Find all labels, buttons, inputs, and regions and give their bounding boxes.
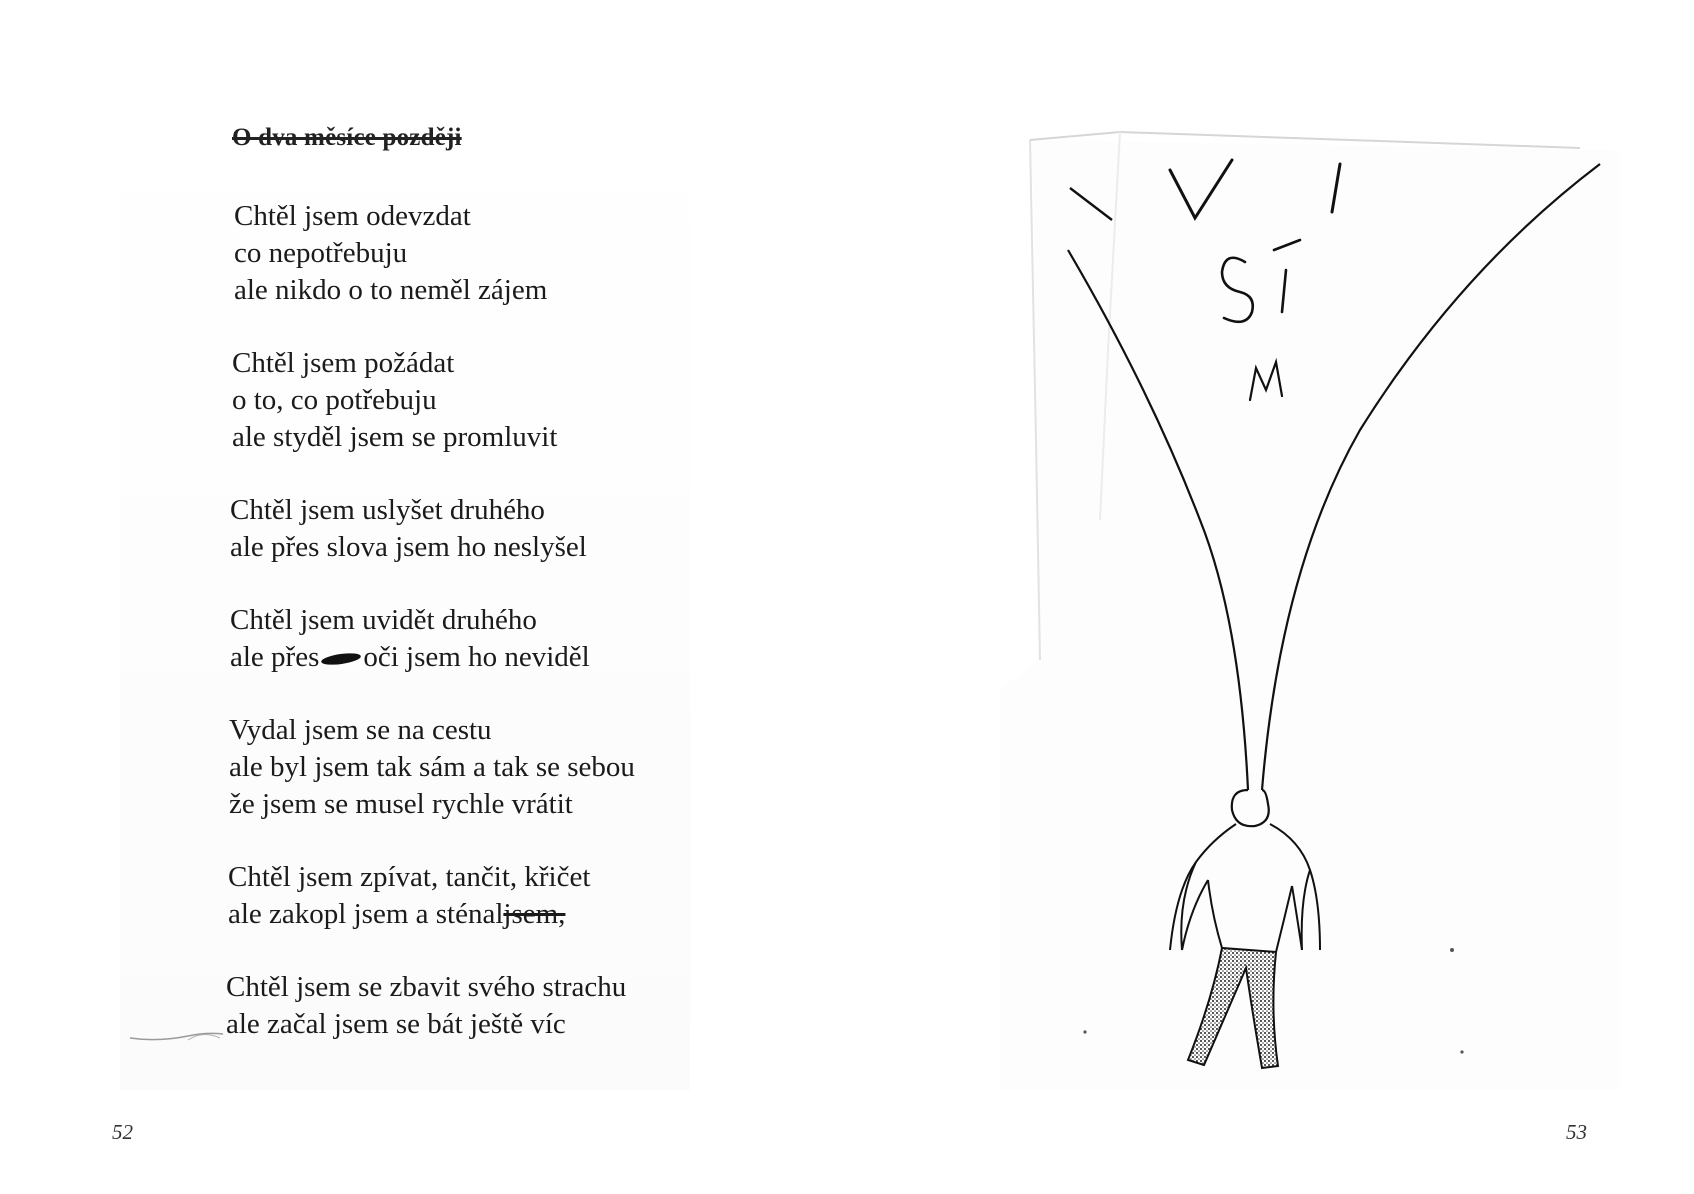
poem-line: o to, co potřebuju	[232, 384, 437, 416]
poem-line: ale nikdo o to neměl zájem	[234, 274, 548, 306]
page-number-left: 52	[112, 1120, 133, 1144]
poem-line: Chtěl jsem odevzdat	[234, 200, 471, 232]
poem-body	[226, 198, 635, 1079]
stanza-1	[234, 198, 635, 309]
stanza-3	[230, 492, 635, 566]
speck	[1450, 948, 1454, 952]
stanza-7	[226, 969, 635, 1043]
speck	[1460, 1050, 1463, 1053]
poem-line-part: ale zakopl jsem a sténal	[228, 898, 504, 930]
poem-line: Chtěl jsem uvidět druhého	[230, 604, 537, 636]
poem-line: Vydal jsem se na cestu	[229, 714, 492, 746]
stanza-4	[230, 602, 635, 676]
poem-line: Chtěl jsem uslyšet druhého	[230, 494, 545, 526]
poem-line	[230, 639, 635, 676]
stanza-6	[228, 859, 635, 933]
poem-line-part: ale přes	[230, 641, 320, 673]
hanging-figure-drawing	[1000, 100, 1620, 1090]
stanza-5	[229, 712, 635, 823]
poem-line: ale byl jsem tak sám a tak se sebou	[229, 751, 635, 783]
poem-line: že jsem se musel rychle vrátit	[229, 788, 573, 820]
page-number-right: 53	[1566, 1120, 1587, 1144]
poem-line: Chtěl jsem se zbavit svého strachu	[226, 971, 627, 1003]
poem-line: co nepotřebuju	[234, 237, 408, 269]
poem-line: ale přes slova jsem ho neslyšel	[230, 531, 587, 563]
speck	[1083, 1030, 1086, 1033]
poem-line: ale styděl jsem se promluvit	[232, 421, 558, 453]
poem-line: Chtěl jsem požádat	[232, 347, 455, 379]
poem-title: O dva měsíce později	[232, 124, 462, 151]
poem-line: Chtěl jsem zpívat, tančit, křičet	[228, 861, 591, 893]
paper-sheet-left	[1000, 140, 1620, 1090]
ink-blot	[321, 652, 362, 667]
struck-word: jsem,	[503, 898, 566, 930]
poem-line: ale začal jsem se bát ještě víc	[226, 1008, 566, 1040]
stanza-2	[232, 345, 635, 456]
poem-line	[228, 896, 635, 933]
scan-smudge	[128, 1024, 238, 1046]
poem-line-part: oči jsem ho neviděl	[363, 641, 590, 673]
